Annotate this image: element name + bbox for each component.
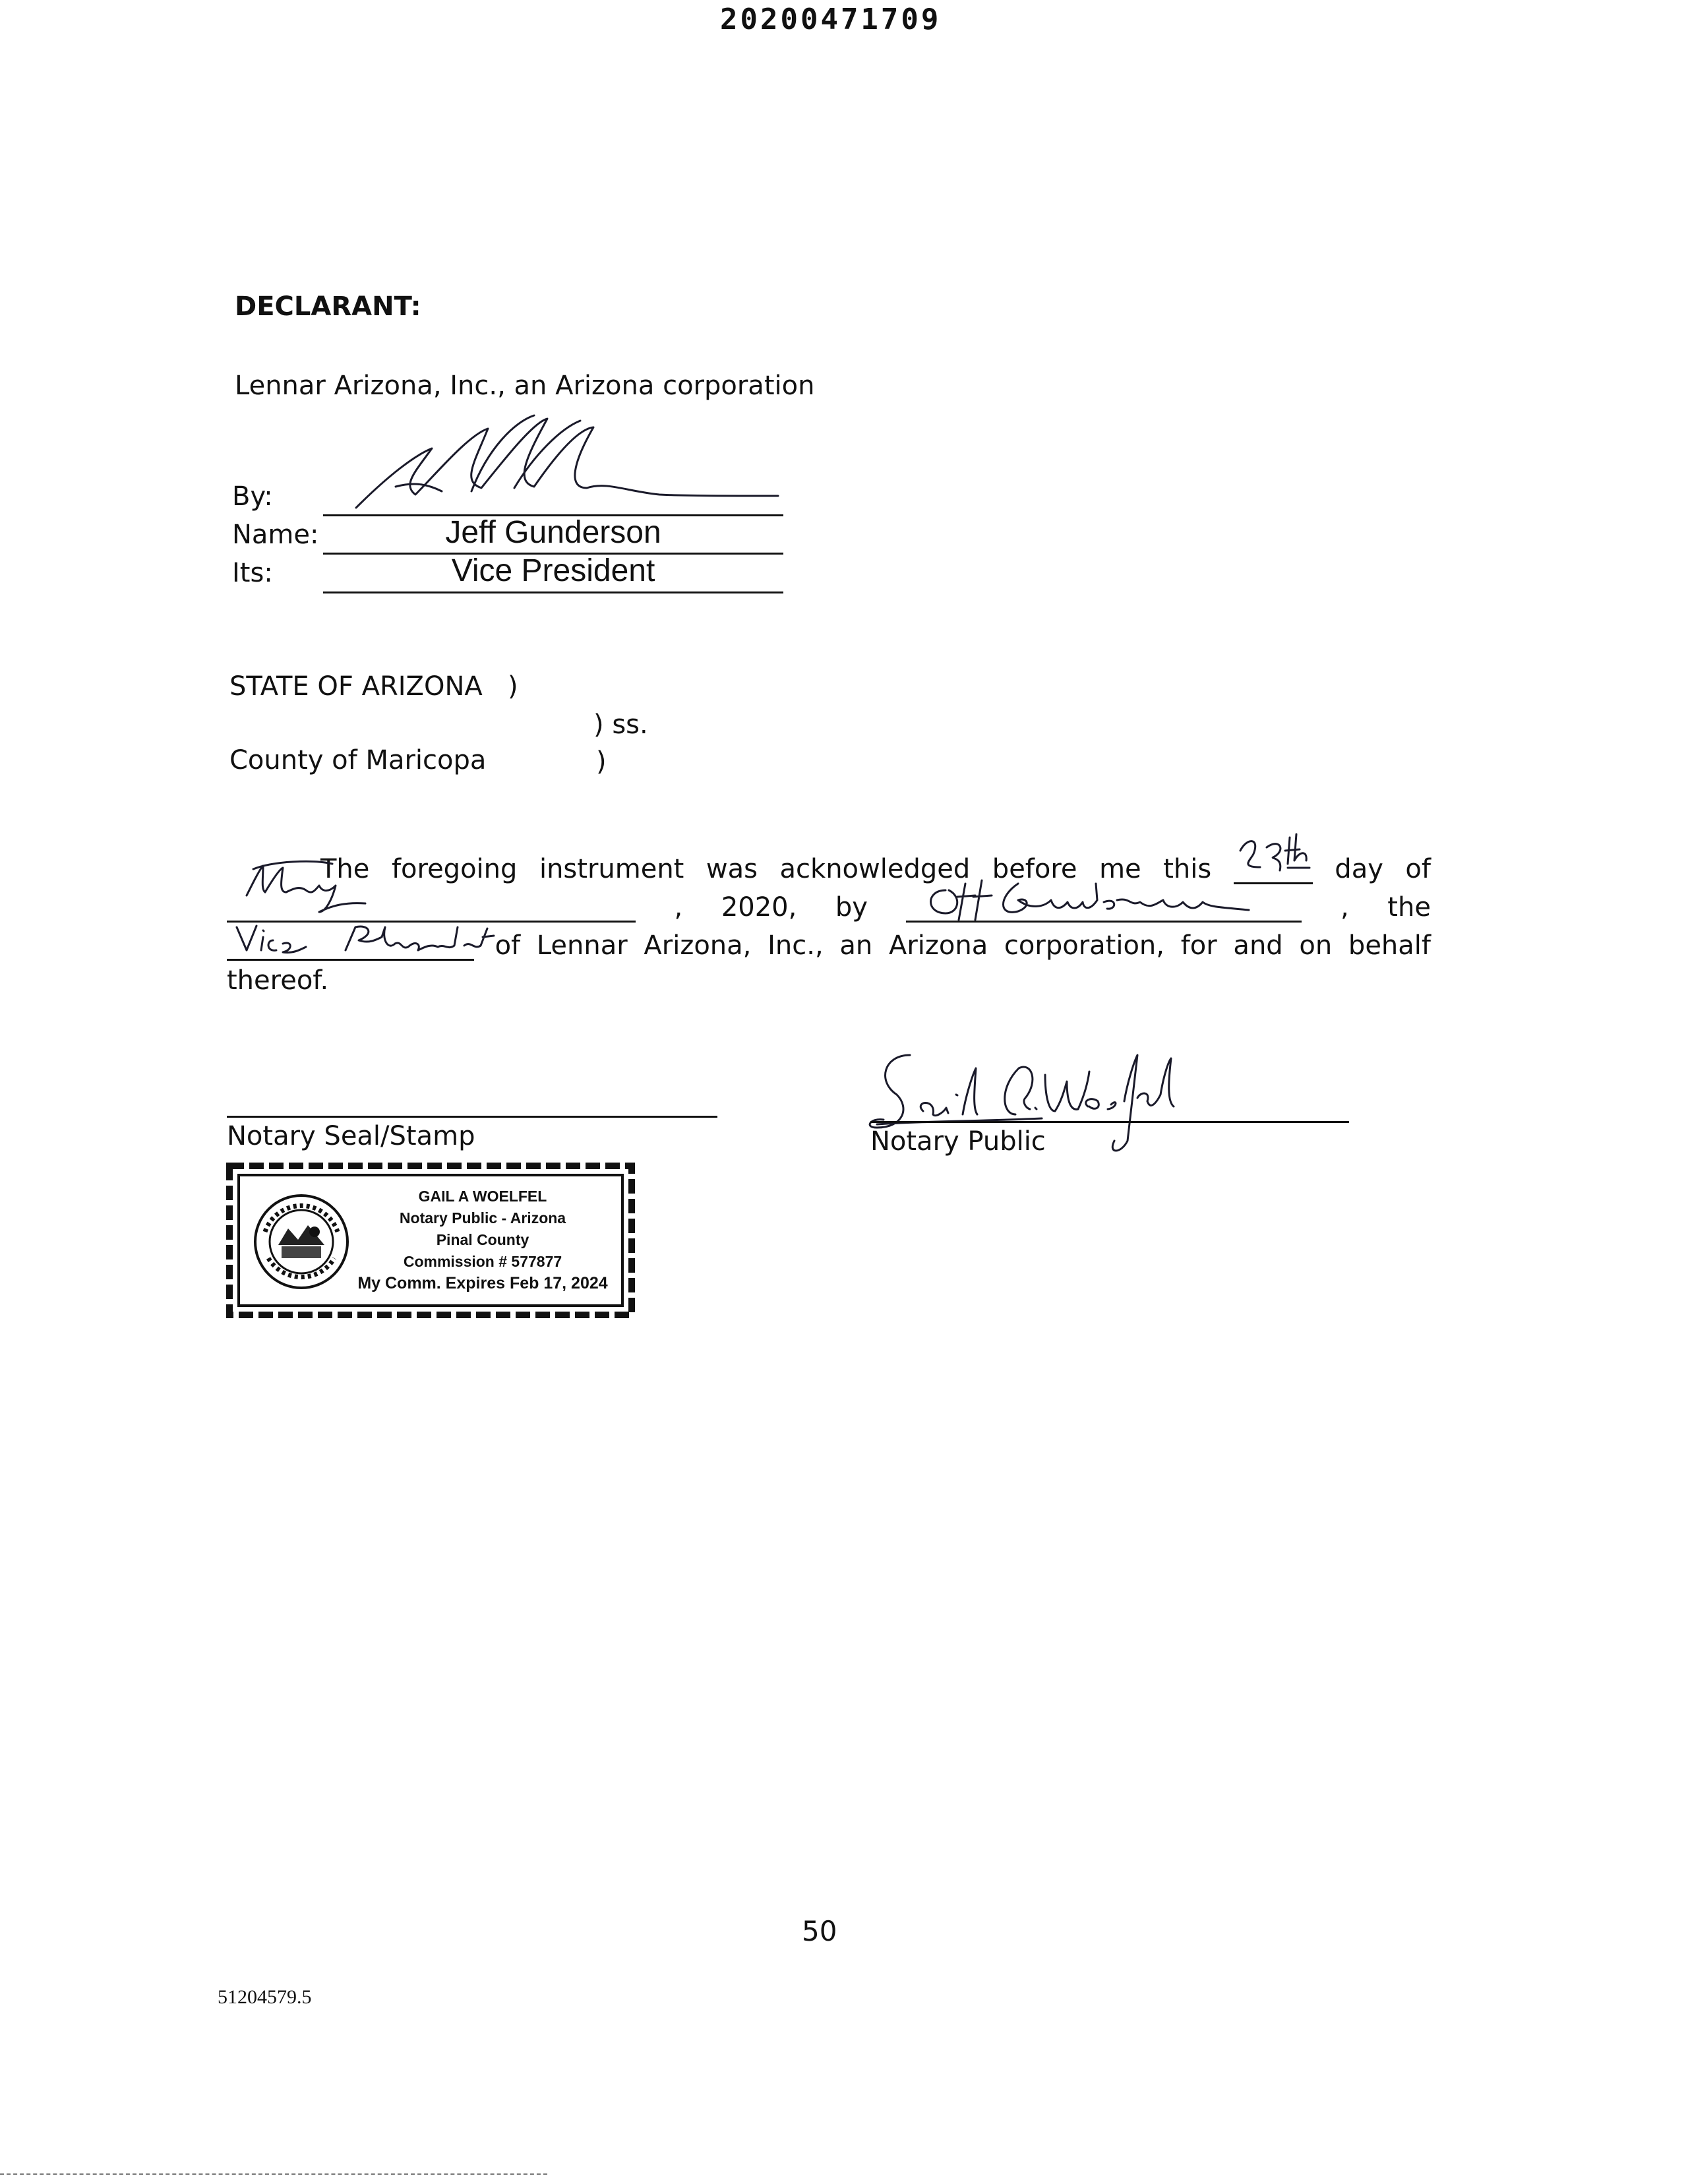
stamp-commission: Commission # 577877 (403, 1253, 562, 1270)
ack-by: by (835, 892, 868, 923)
notary-public-label: Notary Public (870, 1126, 1046, 1157)
ack-rest: of Lennar Arizona, Inc., an Arizona corporation, for and on behalf (495, 930, 1431, 961)
ack-word: me (1099, 854, 1141, 884)
page-number: 50 (802, 1915, 837, 1947)
venue-county-paren: ) (596, 746, 607, 777)
declarant-signature (316, 409, 791, 521)
title-blank (227, 927, 474, 961)
month-handwriting (233, 856, 392, 915)
signer-handwriting (919, 870, 1262, 923)
ack-word: this (1163, 854, 1212, 884)
ack-year: 2020, (721, 892, 797, 923)
stamp-notary-name: GAIL A WOELFEL (418, 1188, 547, 1205)
notary-seal-label: Notary Seal/Stamp (227, 1121, 475, 1151)
signer-blank (906, 889, 1302, 923)
ack-word: was (706, 854, 758, 884)
ack-the: the (1387, 892, 1431, 923)
ack-comma: , (674, 892, 683, 923)
notary-stamp (226, 1162, 636, 1319)
by-label: By: (232, 481, 273, 512)
signer-title: Vice President (451, 553, 655, 588)
ack-rest-line (474, 930, 1431, 961)
its-label: Its: (232, 558, 273, 588)
ack-word: of (1405, 854, 1431, 884)
ack-word: before (992, 854, 1077, 884)
ack-thereof: thereof. (227, 965, 329, 996)
ack-word: day (1335, 854, 1383, 884)
venue-state-paren: ) (508, 671, 518, 702)
signer-name: Jeff Gunderson (445, 515, 661, 550)
stamp-notary-title: Notary Public - Arizona (399, 1209, 566, 1227)
ack-word: acknowledged (779, 854, 971, 884)
ack-word: The (320, 854, 370, 884)
ack-word: instrument (539, 854, 684, 884)
acknowledgment-paragraph (227, 851, 1431, 1016)
scan-edge (0, 2173, 547, 2175)
arizona-seal-icon (252, 1192, 351, 1291)
stamp-county: Pinal County (436, 1231, 529, 1248)
declarant-heading: DECLARANT: (235, 291, 421, 322)
venue-state: STATE OF ARIZONA (229, 671, 483, 702)
ack-word: foregoing (391, 854, 518, 884)
name-label: Name: (232, 520, 319, 550)
footer-code: 51204579.5 (218, 1986, 312, 2008)
ack-comma: , (1341, 892, 1349, 923)
venue-county: County of Maricopa (229, 745, 487, 775)
title-handwriting (227, 914, 517, 960)
document-number: 20200471709 (720, 3, 942, 36)
entity-name: Lennar Arizona, Inc., an Arizona corporation (235, 371, 815, 401)
venue-ss: ) ss. (593, 710, 648, 740)
stamp-expiration: My Comm. Expires Feb 17, 2024 (357, 1274, 608, 1292)
